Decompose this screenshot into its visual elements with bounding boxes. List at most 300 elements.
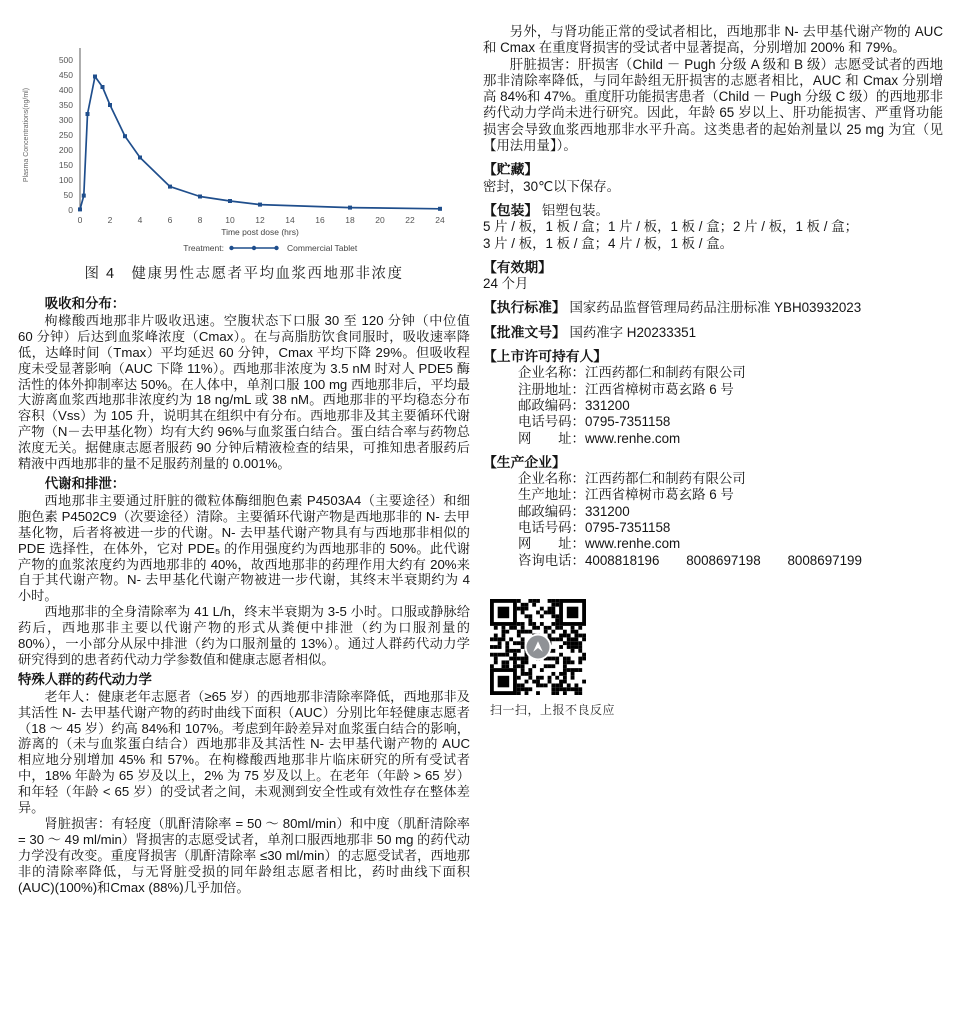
- qr-module: [509, 637, 513, 641]
- qr-module: [525, 672, 529, 676]
- qr-module: [540, 668, 544, 672]
- qr-module: [567, 633, 571, 637]
- x-tick-label: 14: [285, 215, 295, 225]
- entry-heading: [483, 455, 943, 471]
- data-point-marker: [82, 194, 86, 198]
- data-point-marker: [438, 207, 442, 211]
- qr-caption: 扫一扫，上报不良反应: [490, 702, 616, 717]
- y-tick-label: 300: [58, 115, 73, 125]
- labeled-entries: [483, 162, 943, 569]
- data-point-marker: [123, 134, 127, 138]
- qr-module: [532, 680, 536, 684]
- qr-module: [555, 614, 559, 618]
- qr-module: [563, 691, 567, 695]
- qr-module: [551, 622, 555, 626]
- qr-module: [578, 657, 582, 661]
- qr-module: [513, 641, 517, 645]
- qr-module: [513, 664, 517, 668]
- qr-module: [578, 691, 582, 695]
- qr-module: [563, 641, 567, 645]
- entry-label: 【包装】: [483, 202, 539, 218]
- qr-module: [563, 657, 567, 661]
- qr-module: [548, 680, 552, 684]
- qr-module: [578, 633, 582, 637]
- qr-module: [525, 607, 529, 611]
- qr-module: [563, 676, 567, 680]
- field-value: 江西药都仁和制药有限公司: [584, 365, 746, 381]
- y-tick-label: 250: [58, 130, 73, 140]
- qr-module: [536, 676, 540, 680]
- field-row: [483, 414, 943, 430]
- qr-module: [574, 668, 578, 672]
- field-row: [483, 553, 943, 569]
- qr-module: [521, 683, 525, 687]
- qr-module: [548, 676, 552, 680]
- qr-module: [548, 610, 552, 614]
- paragraph: 枸橼酸西地那非片吸收迅速。空腹状态下口服 30 至 120 分钟（中位值 60 分钟）后达到血浆峰浓度（Cmax）。在与高脂肪饮食同服时，吸收速率降低，达峰时间（Tmax）平均延迟 60 分钟，Cmax 平均下降 29%。但吸收程度未受显著影响（AUC 下降 11%）。西地那非浓度为 3.5 nM 时对人 PDE5 酶活性的体外抑制率达 50%。在人体中，单剂口服 100 mg 西地那非后，平均最大游离血浆西地那非浓度约为 18 ng/mL 或 38 nM。西地那非的平均稳态分布容积（Vss）为 105 升，说明其在组织中有分布。西地那非及其主要循环代谢产物（N－去甲基化物）均有大约 96%与血浆蛋白结合。蛋白结合率与药物总浓度无关。据健康志愿者服药 90 分钟后精液检查的结果，可推知患者服药后精液中西地那非的量不足服药剂量的 0.001%。: [18, 312, 470, 472]
- qr-module: [559, 672, 563, 676]
- qr-module: [513, 657, 517, 661]
- qr-module: [551, 672, 555, 676]
- qr-module: [494, 657, 498, 661]
- qr-module: [528, 599, 532, 603]
- right-top-paragraphs: [483, 24, 943, 154]
- x-tick-label: 18: [345, 215, 355, 225]
- paragraph: 西地那非的全身清除率为 41 L/h，终末半衰期为 3-5 小时。口服或静脉给药后，西地那非主要以代谢产物的形式从粪便中排泄（约为口服剂量的 80%），一小部分从尿中排泄（约为口服剂量的 13%）。通过人群药代动力学研究得到的患者药代动力学参数值和健康志愿者相似。: [18, 604, 470, 667]
- qr-module: [567, 657, 571, 661]
- x-tick-label: 24: [435, 215, 445, 225]
- qr-module: [551, 649, 555, 653]
- qr-module: [517, 664, 521, 668]
- qr-module: [551, 599, 555, 603]
- qr-module: [521, 641, 525, 645]
- left-text-sections: [18, 296, 470, 896]
- qr-module: [548, 657, 552, 661]
- pk-line-chart: [18, 20, 470, 256]
- data-point-marker: [198, 195, 202, 199]
- series-line: [80, 77, 440, 210]
- entry: [483, 203, 943, 252]
- qr-module: [521, 637, 525, 641]
- qr-module: [494, 637, 498, 641]
- entry-line: 密封，30℃以下保存。: [483, 178, 621, 194]
- qr-module: [555, 687, 559, 691]
- qr-module: [505, 645, 509, 649]
- qr-module: [517, 649, 521, 653]
- qr-module: [536, 691, 540, 695]
- qr-block: [483, 599, 943, 718]
- qr-module: [517, 657, 521, 661]
- legend-marker-icon: [274, 246, 278, 250]
- x-tick-label: 4: [137, 215, 143, 225]
- y-tick-label: 0: [68, 205, 73, 215]
- pk-chart-svg: [18, 20, 458, 256]
- qr-module: [528, 668, 532, 672]
- field-value: www.renhe.com: [584, 430, 681, 446]
- x-tick-label: 12: [255, 215, 265, 225]
- qr-module: [582, 633, 586, 637]
- qr-module: [578, 641, 582, 645]
- field-key: 网 址：: [518, 430, 585, 446]
- qr-module: [571, 668, 575, 672]
- y-tick-label: 350: [58, 100, 73, 110]
- qr-module: [578, 649, 582, 653]
- qr-module: [548, 633, 552, 637]
- data-point-marker: [93, 75, 97, 79]
- entry: [483, 300, 943, 316]
- paragraph: 肝脏损害：肝损害（Child － Pugh 分级 A 级和 B 级）志愿受试者的西地那非清除率降低，与同年龄组无肝损害的志愿者相比，AUC 和 Cmax 分别增高 84%和 47%。重度肝功能损害患者（Child － Pugh 分级 C 级）的西地那非药代动力学尚未进行研究。因此，年龄 65 岁以上、肝功能损害、严重肾功能损害会导致血浆西地那非水平升高。这类患者的起始剂量以 25 mg 为宜（见【用法用量】）。: [483, 56, 943, 154]
- data-point-marker: [228, 199, 232, 203]
- qr-module: [509, 657, 513, 661]
- qr-module: [559, 680, 563, 684]
- legend-series-label: Commercial Tablet: [287, 243, 358, 253]
- qr-module: [525, 630, 529, 634]
- left-column: [18, 20, 470, 896]
- qr-module: [544, 610, 548, 614]
- qr-module: [551, 691, 555, 695]
- qr-module: [574, 645, 578, 649]
- qr-module: [517, 687, 521, 691]
- qr-module: [548, 664, 552, 668]
- qr-module: [517, 641, 521, 645]
- qr-module: [509, 649, 513, 653]
- paragraph: 肾脏损害：有轻度（肌酐清除率 = 50 ～ 80ml/min）和中度（肌酐清除率 = 30 ～ 49 ml/min）肾损害的志愿受试者，单剂口服西地那非 50 mg 的药代动力学没有改变。重度肾损害（肌酐清除率 ≤30 ml/min）的志愿受试者，西地那非的清除率降低，与无肾脏受损的同年龄组志愿者相比，药时曲线下面积(AUC)(100%)和Cmax (88%)几乎加倍。: [18, 816, 470, 895]
- field-value: 4008818196 8008697198 8008697199: [584, 552, 862, 568]
- qr-module: [559, 687, 563, 691]
- qr-module: [490, 653, 494, 657]
- qr-module: [551, 607, 555, 611]
- qr-module: [582, 657, 586, 661]
- qr-module: [582, 680, 586, 684]
- qr-module: [574, 630, 578, 634]
- qr-module: [555, 691, 559, 695]
- qr-module: [574, 633, 578, 637]
- qr-module: [563, 664, 567, 668]
- qr-module: [525, 614, 529, 618]
- qr-module: [551, 683, 555, 687]
- qr-module: [521, 622, 525, 626]
- entry-inline-text: 铝塑包装。: [538, 202, 609, 218]
- paragraph: 老年人：健康老年志愿者（≥65 岁）的西地那非清除率降低，西地那非及其活性 N- 去甲基代谢产物的药时曲线下面积（AUC）分别比年轻健康志愿者（18 ～ 45 岁）约高 84%和 107%。考虑到年龄差异对血浆蛋白结合的影响，游离的（未与血浆蛋白结合）西地那非及其活性 N- 去甲基代谢产物的 AUC 相应地分别增加 45% 和 57%。在枸橼酸西地那非片临床研究的所有受试者中，18% 年龄为 65 岁及以上，2% 为 75 岁及以上。在老年（年龄 > 65 岁）和年轻（年龄 < 65 岁）的受试者之间，未观测到安全性或有效性存在整体差异。: [18, 688, 470, 816]
- qr-module: [517, 691, 521, 695]
- qr-module: [548, 626, 552, 630]
- data-point-marker: [168, 185, 172, 189]
- field-value: www.renhe.com: [584, 536, 681, 552]
- qr-module: [521, 626, 525, 630]
- qr-module: [505, 641, 509, 645]
- x-tick-label: 20: [375, 215, 385, 225]
- legend-prefix-label: Treatment:: [183, 243, 224, 253]
- qr-module: [563, 660, 567, 664]
- qr-module: [521, 668, 525, 672]
- data-point-marker: [78, 207, 82, 211]
- qr-module: [571, 660, 575, 664]
- qr-module: [494, 653, 498, 657]
- field-row: [483, 398, 943, 414]
- qr-module: [513, 660, 517, 664]
- entry-heading: [483, 349, 943, 365]
- qr-module: [559, 637, 563, 641]
- field-value: 江西省樟树市葛玄路 6 号: [584, 381, 734, 397]
- qr-module: [574, 687, 578, 691]
- x-tick-label: 2: [107, 215, 113, 225]
- qr-module: [502, 633, 506, 637]
- field-key: 电话号码：: [518, 414, 585, 430]
- field-value: 331200: [584, 503, 630, 519]
- x-tick-label: 16: [315, 215, 325, 225]
- entry-heading: [483, 325, 943, 341]
- entry-inline-text: 国家药品监督管理局药品注册标准 YBH03932023: [565, 300, 862, 316]
- qr-module: [551, 664, 555, 668]
- qr-module: [528, 622, 532, 626]
- entry-label: 【生产企业】: [483, 454, 566, 470]
- qr-module: [563, 680, 567, 684]
- qr-module: [521, 645, 525, 649]
- qr-module: [555, 683, 559, 687]
- qr-module: [532, 622, 536, 626]
- qr-module: [571, 687, 575, 691]
- entry: [483, 455, 943, 569]
- qr-module: [567, 641, 571, 645]
- qr-module: [571, 645, 575, 649]
- entry-inline-text: 国药准字 H20233351: [565, 324, 697, 340]
- qr-module: [551, 614, 555, 618]
- section-heading: 吸收和分布：: [44, 296, 126, 311]
- x-tick-label: 8: [197, 215, 203, 225]
- qr-module: [490, 637, 494, 641]
- qr-module: [571, 626, 575, 630]
- qr-module: [532, 664, 536, 668]
- qr-module: [555, 603, 559, 607]
- qr-module: [540, 614, 544, 618]
- y-tick-label: 500: [58, 55, 73, 65]
- qr-module: [563, 633, 567, 637]
- qr-module: [559, 683, 563, 687]
- y-tick-label: 150: [58, 160, 73, 170]
- field-key: 邮政编码：: [518, 397, 585, 413]
- field-key: 企业名称：: [518, 471, 585, 487]
- entry-heading: [483, 203, 943, 219]
- qr-module: [571, 630, 575, 634]
- qr-module: [517, 683, 521, 687]
- qr-module: [498, 653, 502, 657]
- qr-module: [567, 637, 571, 641]
- paragraph: 另外，与肾功能正常的受试者相比，西地那非 N- 去甲基代谢产物的 AUC 和 Cmax 在重度肾损害的受试者中显著提高，分别增加 200% 和 79%。: [483, 24, 943, 56]
- qr-module: [502, 653, 506, 657]
- field-key: 邮政编码：: [518, 503, 585, 519]
- qr-finder-core: [498, 676, 510, 688]
- qr-module: [498, 641, 502, 645]
- qr-module: [532, 626, 536, 630]
- data-point-marker: [108, 103, 112, 107]
- qr-module: [540, 607, 544, 611]
- field-value: 江西省樟树市葛玄路 6 号: [584, 487, 734, 503]
- qr-module: [525, 691, 529, 695]
- qr-module: [517, 599, 521, 603]
- entry-heading: [483, 300, 943, 316]
- qr-module: [582, 653, 586, 657]
- qr-module: [555, 657, 559, 661]
- qr-module: [567, 687, 571, 691]
- qr-module: [498, 637, 502, 641]
- qr-module: [532, 603, 536, 607]
- qr-module: [551, 657, 555, 661]
- qr-module: [528, 630, 532, 634]
- x-axis-title: Time post dose (hrs): [221, 227, 299, 237]
- qr-module: [528, 672, 532, 676]
- qr-module: [574, 637, 578, 641]
- qr-module: [582, 637, 586, 641]
- qr-module: [521, 610, 525, 614]
- x-tick-label: 6: [167, 215, 173, 225]
- field-row: [483, 504, 943, 520]
- field-key: 网 址：: [518, 536, 585, 552]
- x-tick-label: 10: [225, 215, 235, 225]
- qr-module: [517, 633, 521, 637]
- qr-module: [505, 649, 509, 653]
- qr-module: [528, 676, 532, 680]
- qr-module: [517, 676, 521, 680]
- qr-module: [563, 668, 567, 672]
- qr-module: [502, 626, 506, 630]
- data-point-marker: [258, 203, 262, 207]
- entry: [483, 349, 943, 447]
- qr-module: [532, 599, 536, 603]
- qr-module: [517, 622, 521, 626]
- qr-module: [551, 630, 555, 634]
- field-key: 注册地址：: [518, 381, 585, 397]
- qr-module: [502, 630, 506, 634]
- qr-module: [536, 599, 540, 603]
- qr-module: [571, 637, 575, 641]
- qr-module: [567, 660, 571, 664]
- qr-module: [555, 622, 559, 626]
- qr-module: [540, 683, 544, 687]
- qr-module: [525, 660, 529, 664]
- qr-module: [536, 683, 540, 687]
- field-row: [483, 382, 943, 398]
- qr-module: [525, 687, 529, 691]
- y-tick-label: 50: [63, 190, 73, 200]
- qr-module: [567, 645, 571, 649]
- qr-module: [567, 668, 571, 672]
- qr-module: [494, 626, 498, 630]
- qr-module: [574, 683, 578, 687]
- qr-module: [517, 630, 521, 634]
- section-heading: 代谢和排泄：: [44, 475, 126, 491]
- qr-module: [536, 610, 540, 614]
- qr-module: [578, 660, 582, 664]
- field-row: [483, 520, 943, 536]
- qr-module: [551, 687, 555, 691]
- qr-module: [551, 637, 555, 641]
- x-tick-label: 22: [405, 215, 415, 225]
- entry-heading: [483, 162, 943, 178]
- qr-module: [494, 660, 498, 664]
- figure-caption: 图 4 健康男性志愿者平均血浆西地那非浓度: [84, 266, 404, 282]
- qr-module: [559, 653, 563, 657]
- entry-line: 24 个月: [483, 276, 529, 292]
- entry-line: 3 片 / 板，1 板 / 盒；4 片 / 板，1 板 / 盒。: [483, 235, 734, 251]
- y-tick-label: 450: [58, 70, 73, 80]
- qr-module: [490, 664, 494, 668]
- qr-module: [555, 618, 559, 622]
- qr-module: [578, 626, 582, 630]
- field-key: 电话号码：: [518, 520, 585, 536]
- field-row: [483, 487, 943, 503]
- entry-label: 【上市许可持有人】: [483, 349, 608, 365]
- data-point-marker: [348, 206, 352, 210]
- qr-module: [551, 610, 555, 614]
- entry-label: 【贮藏】: [483, 162, 539, 178]
- data-point-marker: [86, 112, 90, 116]
- qr-module: [490, 645, 494, 649]
- qr-module: [571, 649, 575, 653]
- qr-module: [502, 637, 506, 641]
- field-row: [483, 431, 943, 447]
- entry-label: 【有效期】: [483, 259, 552, 275]
- qr-module: [513, 649, 517, 653]
- qr-module: [528, 614, 532, 618]
- qr-module: [578, 668, 582, 672]
- qr-module: [540, 622, 544, 626]
- qr-module: [559, 645, 563, 649]
- qr-module: [563, 630, 567, 634]
- qr-module: [536, 626, 540, 630]
- qr-module: [505, 664, 509, 668]
- qr-finder-core: [498, 607, 510, 619]
- legend-marker-icon: [229, 246, 233, 250]
- qr-module: [494, 645, 498, 649]
- qr-module: [574, 691, 578, 695]
- y-tick-label: 400: [58, 85, 73, 95]
- qr-module: [509, 626, 513, 630]
- y-tick-label: 200: [58, 145, 73, 155]
- qr-code-svg: [490, 599, 586, 695]
- data-point-marker: [101, 85, 105, 89]
- qr-module: [540, 676, 544, 680]
- qr-module: [574, 641, 578, 645]
- qr-module: [567, 683, 571, 687]
- qr-module: [578, 645, 582, 649]
- qr-module: [525, 657, 529, 661]
- data-point-marker: [138, 156, 142, 160]
- qr-code: [490, 599, 586, 695]
- qr-module: [525, 603, 529, 607]
- qr-module: [521, 687, 525, 691]
- qr-module: [521, 664, 525, 668]
- qr-module: [544, 630, 548, 634]
- qr-module: [521, 672, 525, 676]
- qr-module: [555, 626, 559, 630]
- qr-module: [548, 607, 552, 611]
- qr-module: [505, 630, 509, 634]
- entry: [483, 162, 943, 195]
- qr-module: [502, 664, 506, 668]
- entry-label: 【执行标准】: [483, 300, 566, 316]
- field-key: 生产地址：: [518, 487, 585, 503]
- qr-module: [571, 641, 575, 645]
- qr-module: [555, 660, 559, 664]
- entry-label: 【批准文号】: [483, 324, 566, 340]
- qr-module: [513, 626, 517, 630]
- qr-module: [536, 680, 540, 684]
- qr-module: [563, 672, 567, 676]
- field-row: [483, 536, 943, 552]
- qr-module: [571, 672, 575, 676]
- qr-module: [548, 599, 552, 603]
- qr-module: [578, 687, 582, 691]
